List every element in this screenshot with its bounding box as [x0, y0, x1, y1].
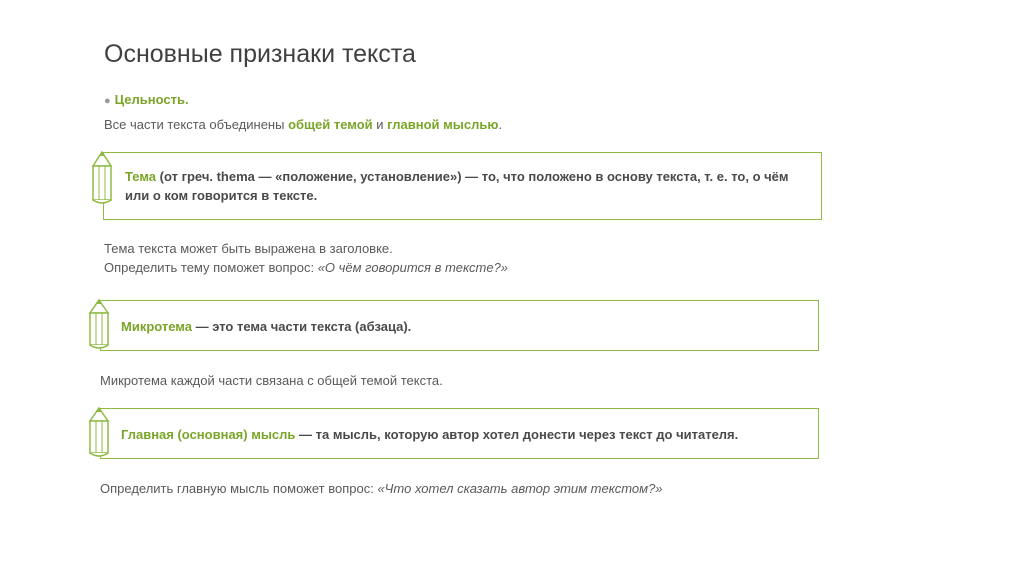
- main-idea-def: — та мысль, которую автор хотел донести через текст до читателя.: [295, 427, 739, 442]
- intro-and: и: [372, 117, 388, 132]
- intro-idea: главной мыслью: [387, 117, 499, 132]
- main-idea-note-prefix: Определить главную мысль поможет вопрос:: [100, 481, 378, 496]
- main-idea-note: [100, 479, 663, 498]
- theme-def-line2: или о ком говорится в тексте.: [125, 188, 318, 203]
- intro-theme: общей темой: [288, 117, 373, 132]
- intro-before: Все части текста объединены: [104, 117, 289, 132]
- theme-note: [104, 239, 508, 277]
- microtheme-def: — это тема части текста (абзаца).: [192, 319, 412, 334]
- pencil-icon: [85, 406, 113, 461]
- theme-note-line1: Тема текста может быть выражена в заголовке.: [104, 241, 393, 256]
- main-idea-definition-box: [100, 408, 819, 459]
- main-idea-definition-text: [121, 425, 738, 444]
- microtheme-note: Микротема каждой части связана с общей темой текста.: [100, 373, 443, 388]
- microtheme-definition-box: [100, 300, 819, 351]
- pencil-icon: [88, 150, 116, 208]
- theme-definition-text: [125, 167, 815, 205]
- theme-note-question: «О чём говорится в тексте?»: [317, 260, 509, 275]
- main-idea-term: Главная (основная) мысль: [121, 427, 296, 442]
- theme-def-line1: (от греч. thema — «положение, установление») — то, что положено в основу текста, т. е. то, о чём: [156, 169, 789, 184]
- bullet-dot: ●: [104, 95, 111, 107]
- intro-end: .: [498, 117, 503, 132]
- pencil-icon: [85, 298, 113, 353]
- theme-note-line2-prefix: Определить тему поможет вопрос:: [104, 260, 318, 275]
- theme-term: Тема: [125, 169, 157, 184]
- microtheme-term: Микротема: [121, 319, 192, 334]
- wholeness-label: Цельность.: [114, 92, 189, 107]
- wholeness-bullet: [104, 92, 189, 107]
- intro-text: [104, 115, 502, 134]
- page-title: Основные признаки текста: [104, 40, 416, 68]
- theme-definition-box: [103, 152, 822, 220]
- main-idea-note-question: «Что хотел сказать автор этим текстом?»: [377, 481, 663, 496]
- microtheme-definition-text: [121, 317, 411, 336]
